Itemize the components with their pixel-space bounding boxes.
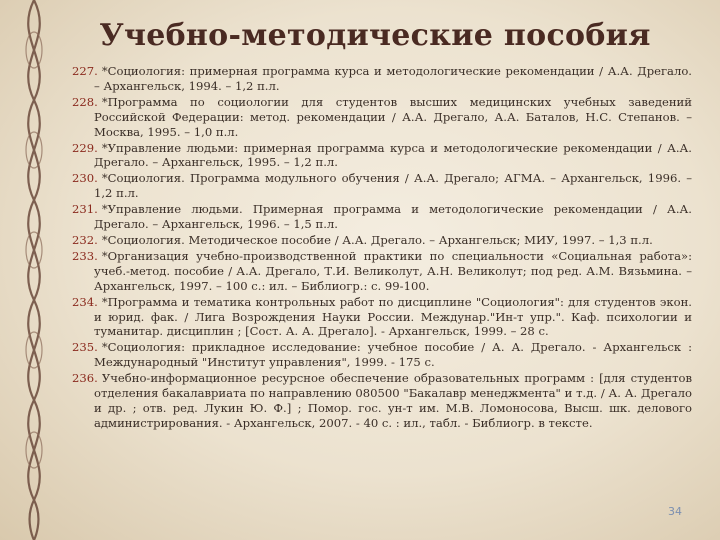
list-item bbox=[72, 340, 692, 370]
list-item bbox=[72, 233, 692, 248]
entry-text: *Социология: примерная программа курса и методологические рекомендации / А.А. Дрегало. – Архангельск, 1994. – 1,2 п.л. bbox=[94, 64, 692, 93]
list-item bbox=[72, 249, 692, 294]
entry-text: *Управление людьми. Примерная программа и методологические рекомендации / А.А. Дрегало. – Архангельск, 1996. – 1,5 п.л. bbox=[94, 202, 692, 232]
entry-number: 227. bbox=[72, 64, 98, 78]
page-number: 34 bbox=[668, 505, 682, 518]
entry-text: *Программа и тематика контрольных работ по дисциплине "Социология": для студентов экон. и юрид. фак. / Лига Возрождения Науки России. Междунар."Ин-т упр.". Каф. психологии и туманитар. дисциплин ; [Сост. А. А. Дрегало]. - Архангельск, 1999. – 28 с. bbox=[94, 294, 692, 339]
entry-number: 231. bbox=[72, 202, 98, 217]
decorative-ornament bbox=[4, 0, 64, 540]
list-item bbox=[72, 141, 692, 171]
entry-number: 234. bbox=[72, 294, 98, 309]
slide-title: Учебно-методические пособия bbox=[99, 18, 651, 53]
list-item bbox=[72, 202, 692, 232]
entry-number: 229. bbox=[72, 140, 98, 155]
entry-number: 228. bbox=[72, 94, 98, 109]
entry-number: 230. bbox=[72, 171, 98, 186]
publication-list bbox=[72, 64, 692, 432]
entry-text: *Организация учебно-производственной практики по специальности «Социальная работа»: учеб.-метод. пособие / А.А. Дрегало, Т.И. Великолут, А.Н. Великолут; под ред. А.М. Вязьмина. – Архангельск, 1997. – 100 с.: ил. – Библиогр.: с. 99-100. bbox=[94, 248, 692, 293]
list-item bbox=[72, 295, 692, 340]
entry-number: 233. bbox=[72, 248, 98, 263]
list-item bbox=[72, 64, 692, 94]
list-item bbox=[72, 171, 692, 201]
entry-text: *Социология: прикладное исследование: учебное пособие / А. А. Дрегало. - Архангельск : Международный "Институт управления", 1999. - 175 с. bbox=[94, 340, 692, 370]
entry-text: *Управление людьми: примерная программа курса и методологические рекомендации / А.А. Дрегало. – Архангельск, 1995. – 1,2 п.л. bbox=[94, 140, 692, 170]
entry-number: 232. bbox=[72, 232, 98, 247]
entry-text: *Программа по социологии для студентов высших медицинских учебных заведений Российской Федерации: метод. рекомендации / А.А. Дрегало, А.А. Баталов, Н.С. Степанов. – Москва, 1995. – 1,0 п.л. bbox=[94, 94, 692, 139]
entry-text: Учебно-информационное ресурсное обеспечение образовательных программ : [для студентов отделения бакалавриата по направлению 080500 "Бакалавр менеджмента" и т.д. / А. А. Дрегало и др. ; отв. ред. Лукин Ю. Ф.] ; Помор. гос. ун-т им. М.В. Ломоносова, Высш. шк. делового администрирования. - Архангельск, 2007. - 40 с. : ил., табл. - Библиогр. в тексте. bbox=[94, 371, 692, 430]
entry-text: *Социология. Программа модульного обучения / А.А. Дрегало; АГМА. – Архангельск, 1996. – 1,2 п.л. bbox=[94, 171, 692, 201]
entry-text: *Социология. Методическое пособие / А.А. Дрегало. – Архангельск; МИУ, 1997. – 1,3 п.л. bbox=[101, 232, 653, 247]
list-item bbox=[72, 371, 692, 431]
list-item bbox=[72, 95, 692, 140]
entry-number: 236. bbox=[72, 371, 98, 386]
entry-number: 235. bbox=[72, 340, 98, 355]
